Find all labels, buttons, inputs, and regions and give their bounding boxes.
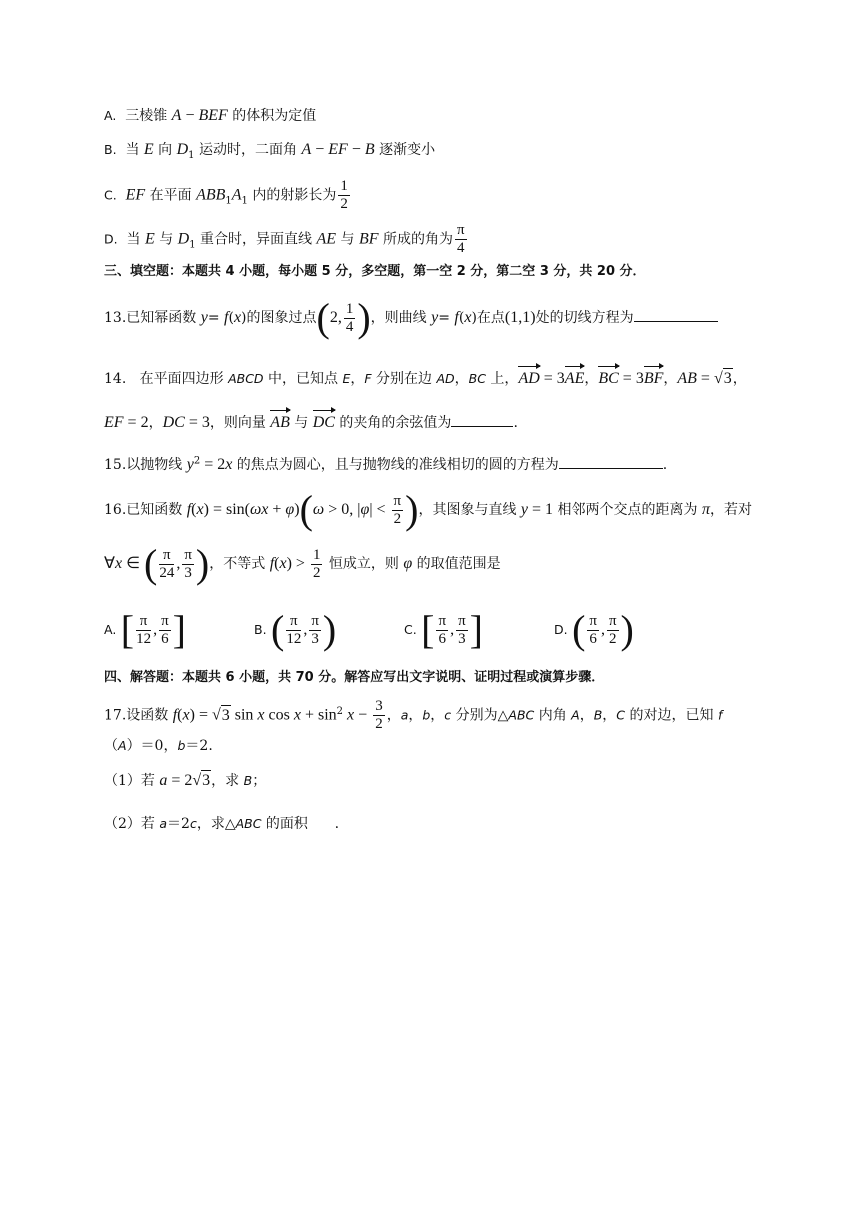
q16-option-b: B. ( $\frac{\pi}{12}$ , $\frac{\pi}{3}$ ) xyxy=(254,607,337,652)
question-17-line-1: 17.设函数 f(x) = √3 sin x $\cos x + \sin^2 x$ − $\frac{3}{2}$ ，a，b，c 分别为△ABC 内角 A，B，C 的对边，已知 f xyxy=(104,698,723,732)
q16-option-c: C. [ $\frac{\pi}{6}$ , $\frac{\pi}{3}$ ] xyxy=(404,607,483,652)
question-17-part-1: （1）若 a = 2√3，求 B； xyxy=(104,772,267,789)
q16-option-d: D. ( $\frac{\pi}{6}$ , $\frac{\pi}{2}$ ) xyxy=(554,607,634,652)
section-3-heading: 三、填空题：本题共 4 小题，每小题 5 分，多空题，第一空 2 分，第二空 3 分，共 20 分． xyxy=(104,264,646,279)
question-16-line-1: 16.已知函数 f(x) = sin(ωx + φ)(ω > 0, |φ| < $\frac{\pi}{2}$ )，其图象与直线 y = 1 相邻两个交点的距离为 π，若对 xyxy=(104,487,752,532)
q16-option-a: A. [ $\frac{\pi}{12}$ , $\frac{\pi}{6}$ ] xyxy=(104,607,186,652)
section-4-heading: 四、解答题：本题共 6 小题，共 70 分。解答应写出文字说明、证明过程或演算步骤． xyxy=(104,670,605,685)
option-b: B. 当 E 向 $D_1$ 运动时，二面角 A − EF − B 逐渐变小 xyxy=(104,141,436,161)
question-17-part-2: （2）若 a＝2c，求△ABC 的面积 . xyxy=(104,816,340,832)
option-a: A. 三棱锥 A − BEF 的体积为定值 xyxy=(104,107,317,124)
question-13: 13.已知幂函数 y= f(x)的图象过点(2, $\frac{1}{4}$ )，则曲线 y= f(x)在点(1,1)处的切线方程为 xyxy=(104,298,718,338)
question-15: 15.以抛物线 $y^2 = 2x$ 的焦点为圆心，且与抛物线的准线相切的圆的方程为 . xyxy=(104,455,668,473)
question-16-line-2: ∀x ∈ ( $\frac{\pi}{24}$ , $\frac{\pi}{3}$ )，不等式 f(x) > $\frac{1}{2}$ 恒成立，则 φ 的取值范围是 xyxy=(104,541,501,586)
option-d: D. 当 E 与 $D_1$ 重合时，异面直线 AE 与 BF 所成的角为 $\frac{\pi}{4}$ xyxy=(104,222,465,256)
question-17-line-2: （A）＝0，b＝2. xyxy=(104,738,213,754)
option-c: C. EF 在平面 $ABB_1A_1$ 内的射影长为 $\frac{1}{2}$ xyxy=(104,178,348,212)
question-14-line-2: EF = 2，DC = 3，则向量 AB 与 DC 的夹角的余弦值为 . xyxy=(104,410,518,432)
question-14-line-1: 14. 在平面四边形 ABCD 中，已知点 E，F 分别在边 AD，BC 上，AD = 3AE，BC = 3BF，AB = √3， xyxy=(104,366,747,388)
